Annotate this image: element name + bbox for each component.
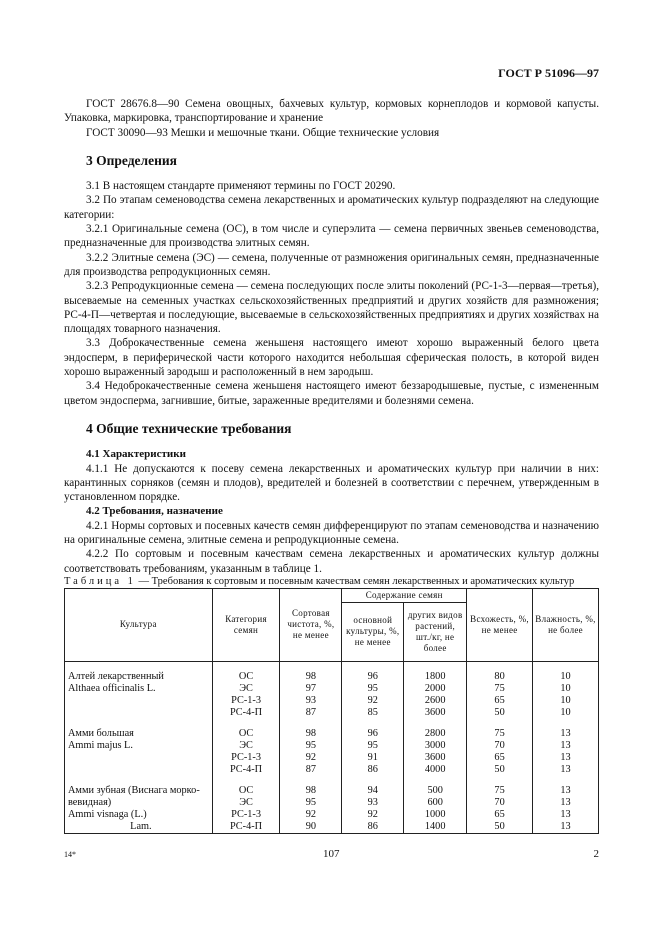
value-cell: 90: [280, 821, 342, 834]
value-cell: 3600: [404, 707, 467, 719]
table-caption-text: — Требования к сортовым и посевным качествам семян лекарственных и ароматических культур: [135, 575, 575, 587]
paragraph: 3.2.1 Оригинальные семена (ОС), в том числе и суперэлита — семена первичных звеньев семеноводства, предназначенные для производства элитных семян.: [64, 223, 599, 250]
table-row: [65, 809, 599, 821]
sheet-number: 2: [593, 848, 599, 860]
crop-name-cell: [65, 707, 213, 719]
value-cell: 65: [467, 695, 533, 707]
header-content: Содержание семян: [342, 588, 467, 602]
paragraph: 4.1.1 Не допускаются к посеву семена лекарственных и ароматических культур при наличии в них: карантинных сорняков (семян и плодов), вредителей и болезней в соответствии с перечнем, утвержденным в установленном порядке.: [64, 462, 599, 504]
value-cell: ОС: [212, 671, 280, 683]
spacer-cell: [212, 776, 280, 785]
section-3-title: 3 Определения: [86, 152, 177, 168]
spacer-cell: [467, 719, 533, 728]
value-cell: 1000: [404, 809, 467, 821]
header-other-plants: других видов растений, шт./кг, не более: [404, 602, 467, 661]
table-row: [65, 821, 599, 834]
footer-signature: 14*: [64, 850, 76, 859]
value-cell: 93: [280, 695, 342, 707]
value-cell: ЭС: [212, 683, 280, 695]
value-cell: ОС: [212, 728, 280, 740]
value-cell: 86: [342, 821, 404, 834]
value-cell: 65: [467, 809, 533, 821]
value-cell: ОС: [212, 785, 280, 797]
value-cell: РС-1-3: [212, 809, 280, 821]
crop-name-cell: Lam.: [65, 821, 213, 834]
value-cell: 93: [342, 797, 404, 809]
value-cell: 98: [280, 785, 342, 797]
spacer-cell: [280, 661, 342, 671]
paragraph: 3.3 Доброкачественные семена женьшеня настоящего имеют хорошо выраженный белого цвета эндосперм, в периферической части которого находится небольшая сферическая полость, в которой виден хорошо выраженный зародыш и расположенный в нем зародыш.: [64, 337, 599, 379]
spacer-cell: [65, 776, 213, 785]
value-cell: 1800: [404, 671, 467, 683]
value-cell: 2000: [404, 683, 467, 695]
crop-name-cell: [65, 695, 213, 707]
spacer-cell: [212, 719, 280, 728]
header-category: Категория семян: [212, 588, 280, 661]
paragraph: 4.2.2 По сортовым и посевным качествам семена лекарственных и ароматических культур должны соответствовать требованиям, указанным в таблице 1.: [64, 548, 599, 575]
value-cell: 94: [342, 785, 404, 797]
value-cell: 92: [280, 752, 342, 764]
crop-name-cell: Ammi majus L.: [65, 740, 213, 752]
spacer-cell: [467, 776, 533, 785]
spacer-cell: [404, 719, 467, 728]
paragraph: 3.2.2 Элитные семена (ЭС) — семена, полученные от размножения оригинальных семян, предназначенные для производства репродукционных семян.: [64, 251, 599, 278]
table-spacer-row: [65, 719, 599, 728]
value-cell: 97: [280, 683, 342, 695]
value-cell: 65: [467, 752, 533, 764]
body-text: [64, 97, 599, 834]
value-cell: 4000: [404, 764, 467, 776]
value-cell: 70: [467, 740, 533, 752]
table-spacer-row: [65, 776, 599, 785]
spacer-cell: [212, 661, 280, 671]
table-caption: [64, 576, 599, 588]
spacer-cell: [467, 661, 533, 671]
value-cell: 87: [280, 764, 342, 776]
table-spacer-row: [65, 661, 599, 671]
table-row: [65, 764, 599, 776]
table-row: [65, 740, 599, 752]
value-cell: 98: [280, 728, 342, 740]
table-row: [65, 671, 599, 683]
value-cell: 50: [467, 764, 533, 776]
value-cell: 13: [533, 752, 599, 764]
paragraph: ГОСТ 28676.8—90 Семена овощных, бахчевых культур, кормовых корнеплодов и кормовой капусты. Упаковка, маркировка, транспортирование и хранение: [64, 98, 599, 125]
value-cell: РС-4-П: [212, 821, 280, 834]
value-cell: РС-1-3: [212, 752, 280, 764]
value-cell: 1400: [404, 821, 467, 834]
value-cell: 86: [342, 764, 404, 776]
value-cell: 95: [280, 797, 342, 809]
value-cell: РС-4-П: [212, 764, 280, 776]
value-cell: 92: [280, 809, 342, 821]
header-crop: Культура: [65, 588, 213, 661]
value-cell: 600: [404, 797, 467, 809]
page-number: 107: [323, 848, 340, 860]
value-cell: 50: [467, 821, 533, 834]
value-cell: 75: [467, 785, 533, 797]
table-body: [65, 661, 599, 833]
value-cell: 91: [342, 752, 404, 764]
value-cell: 75: [467, 728, 533, 740]
value-cell: 10: [533, 707, 599, 719]
crop-name-cell: [65, 752, 213, 764]
header-purity: Сортовая чистота, %, не менее: [280, 588, 342, 661]
page-header: ГОСТ Р 51096—97: [498, 66, 599, 80]
table-row: [65, 752, 599, 764]
value-cell: 95: [342, 740, 404, 752]
table-row: [65, 695, 599, 707]
crop-name-cell: Амми большая: [65, 728, 213, 740]
value-cell: 2800: [404, 728, 467, 740]
paragraph: 3.4 Недоброкачественные семена женьшеня настоящего имеют беззародышевые, пустые, с измененным цветом эндосперма, загнившие, битые, зараженные вредителями и болезнями семена.: [64, 380, 599, 407]
subsection-title: 4.1 Характеристики: [86, 448, 186, 461]
value-cell: РС-4-П: [212, 707, 280, 719]
requirements-table: [64, 588, 599, 834]
crop-name-cell: Althaea officinalis L.: [65, 683, 213, 695]
table-row: [65, 683, 599, 695]
crop-name-cell: Ammi visnaga (L.): [65, 809, 213, 821]
value-cell: 13: [533, 785, 599, 797]
value-cell: 87: [280, 707, 342, 719]
crop-name-cell: [65, 764, 213, 776]
spacer-cell: [533, 661, 599, 671]
paragraph: 4.2.1 Нормы сортовых и посевных качеств семян дифференцируют по этапам семеноводства и назначению на оригинальные семена, элитные семена и репродукционные семена.: [64, 519, 599, 547]
spacer-cell: [533, 719, 599, 728]
paragraph: ГОСТ 30090—93 Мешки и мешочные ткани. Общие технические условия: [86, 126, 440, 139]
value-cell: 98: [280, 671, 342, 683]
spacer-cell: [342, 661, 404, 671]
value-cell: ЭС: [212, 740, 280, 752]
crop-name-cell: Алтей лекарственный: [65, 671, 213, 683]
table-caption-label: Таблица 1: [64, 575, 136, 587]
value-cell: 13: [533, 797, 599, 809]
spacer-cell: [280, 776, 342, 785]
value-cell: 3000: [404, 740, 467, 752]
value-cell: 10: [533, 671, 599, 683]
header-germination: Всхожесть, %, не менее: [467, 588, 533, 661]
spacer-cell: [342, 719, 404, 728]
value-cell: 95: [280, 740, 342, 752]
table-row: [65, 785, 599, 797]
paragraph: 3.2.3 Репродукционные семена — семена последующих после элиты поколений (РС-1-3—первая—третья), высеваемые на семенных участках сельскохозяйственных предприятий и других хозяйств для размножения; РС-4-П—четвертая и последующие, высеваемые в сельскохозяйственных предприятиях и других хозяйствах на площадях товарного назначения.: [64, 280, 599, 336]
crop-name-cell: вевидная): [65, 797, 213, 809]
header-moisture: Влажность, %, не более: [533, 588, 599, 661]
spacer-cell: [65, 719, 213, 728]
table-row: [65, 797, 599, 809]
spacer-cell: [404, 661, 467, 671]
spacer-cell: [65, 661, 213, 671]
value-cell: 92: [342, 809, 404, 821]
value-cell: 13: [533, 821, 599, 834]
value-cell: 95: [342, 683, 404, 695]
subsection-title: 4.2 Требования, назначение: [86, 505, 223, 518]
value-cell: 75: [467, 683, 533, 695]
value-cell: 10: [533, 683, 599, 695]
spacer-cell: [533, 776, 599, 785]
paragraph: 3.1 В настоящем стандарте применяют термины по ГОСТ 20290.: [86, 180, 396, 193]
paragraph: 3.2 По этапам семеноводства семена лекарственных и ароматических культур подразделяют на следующие категории:: [64, 194, 599, 221]
value-cell: 50: [467, 707, 533, 719]
spacer-cell: [404, 776, 467, 785]
value-cell: 92: [342, 695, 404, 707]
value-cell: 80: [467, 671, 533, 683]
table-row: [65, 728, 599, 740]
value-cell: 70: [467, 797, 533, 809]
value-cell: 13: [533, 809, 599, 821]
spacer-cell: [280, 719, 342, 728]
value-cell: 500: [404, 785, 467, 797]
value-cell: РС-1-3: [212, 695, 280, 707]
value-cell: 96: [342, 671, 404, 683]
crop-name-cell: Амми зубная (Виснага морко-: [65, 785, 213, 797]
value-cell: 2600: [404, 695, 467, 707]
value-cell: 10: [533, 695, 599, 707]
value-cell: ЭС: [212, 797, 280, 809]
spacer-cell: [342, 776, 404, 785]
value-cell: 13: [533, 728, 599, 740]
header-main-crop: основной культуры, %, не менее: [342, 602, 404, 661]
section-4-title: 4 Общие технические требования: [86, 420, 292, 436]
value-cell: 13: [533, 740, 599, 752]
value-cell: 96: [342, 728, 404, 740]
value-cell: 85: [342, 707, 404, 719]
value-cell: 3600: [404, 752, 467, 764]
table-row: [65, 707, 599, 719]
value-cell: 13: [533, 764, 599, 776]
